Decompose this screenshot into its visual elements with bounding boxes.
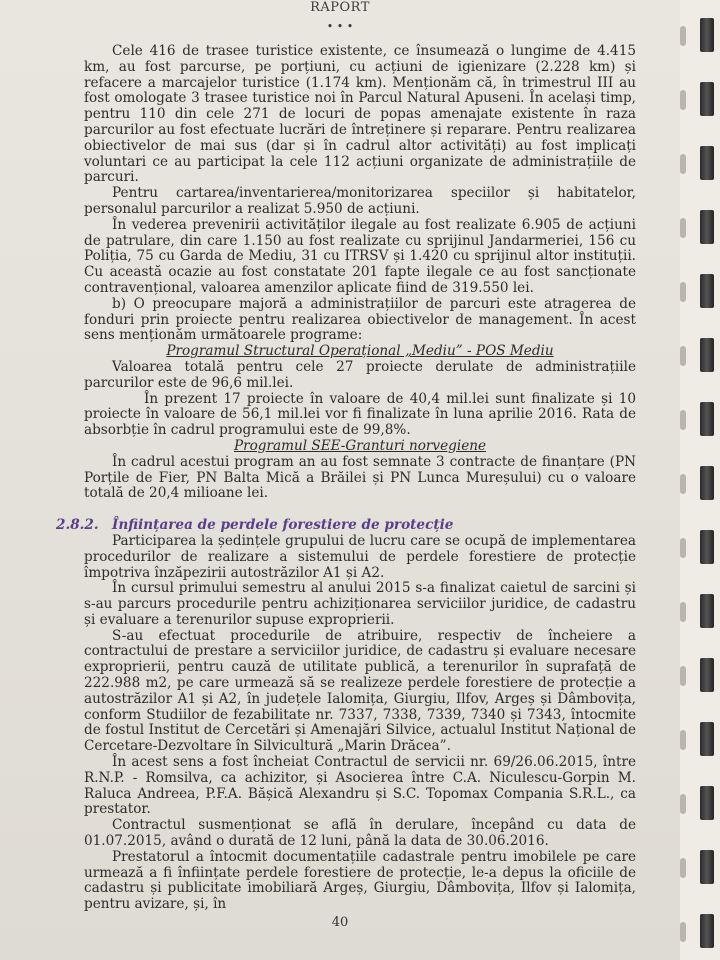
paragraph: Participarea la ședințele grupului de lucru care se ocupă de implementarea procedurilor de realizare a sistemului de perdele forestiere de protecție împotriva înzăpezirii autostrăzilor A1 și A2. (84, 532, 636, 581)
paragraph: Prestatorul a întocmit documentațiile cadastrale pentru imobilele pe care urmează a fi înființate perdele forestiere de protecție, le-a depus la oficiile de cadastru și publicitate imobiliară Argeș, Giurgiu, Dâmbovița, Ilfov și Ialomița, pentru avizare, și, în (84, 848, 636, 913)
header-ornament: • • • (326, 20, 354, 33)
paragraph: În vederea prevenirii activităților ilegale au fost realizate 6.905 de acțiuni de patrulare, din care 1.150 au fost realizate cu sprijinul Jandarmeriei, 156 cu Poliția, 75 cu Garda de Mediu, 31 cu ITRSV și 1.420 cu sprijinul altor instituții. Cu această ocazie au fost constatate 201 fapte ilegale ce au fost sancționate contravențional, valoarea amenzilor aplicate fiind de 319.550 lei. (84, 216, 636, 296)
paragraph: În acest sens a fost încheiat Contractul de servicii nr. 69/26.06.2015, între R.N.P. - Romsilva, ca achizitor, și Asocierea între C.A. Niculescu-Gorpin M. Raluca Andreea, P.F.A. Bășică Alexandru și S.C. Topomax Compania S.R.L., ca prestator. (84, 754, 636, 818)
page-body (56, 43, 636, 913)
section-number: 2.8.2. (56, 517, 99, 534)
section-title: Înființarea de perdele forestiere de protecție (112, 517, 454, 534)
paragraph: În cursul primului semestru al anului 2015 s-a finalizat caietul de sarcini și s-au parcurs procedurile pentru achiziționarea serviciilor juridice, de cadastru și evaluare a terenurilor supuse exproprierii. (84, 580, 636, 628)
spiral-binding (680, 0, 720, 960)
program-heading-pos-mediu: Programul Structural Operațional „Mediu” - POS Mediu (166, 343, 554, 360)
section-heading (56, 518, 636, 534)
paragraph: b) O preocupare majoră a administrațiilor de parcuri este atragerea de fonduri prin proiecte pentru realizarea obiectivelor de management. În acest sens menționăm următoarele programe: (84, 295, 636, 344)
page-number: 40 (331, 915, 349, 930)
paragraph: Cele 416 de trasee turistice existente, ce însumează o lungime de 4.415 km, au fost parcurse, pe porțiuni, cu acțiuni de igienizare (2.228 km) și refacere a marcajelor turistice (1.174 km). Menționăm că, în trimestrul III au fost omologate 3 trasee turistice noi în Parcul Natural Apuseni. În același timp, pentru 110 din cele 271 de locuri de popas amenajate existente în raza parcurilor au fost efectuate lucrări de întreținere și reparare. Pentru realizarea obiectivelor de mai sus (dar și în cadrul altor activități) au fost implicați voluntari ce au participat la cele 112 acțiuni organizate de administrațiile de parcuri. (84, 43, 636, 186)
paragraph: În prezent 17 proiecte în valoare de 40,4 mil.lei sunt finalizate și 10 proiecte în valoare de 56,1 mil.lei vor fi finalizate în luna aprilie 2016. Rata de absorbție în cadrul programului este de 99,8%. (84, 390, 636, 439)
paragraph: Contractul susmenționat se află în derulare, începând cu data de 01.07.2015, având o durată de 12 luni, până la data de 30.06.2016. (84, 817, 636, 850)
page-header-title: RAPORT (310, 0, 370, 15)
program-heading-see-granturi: Programul SEE-Granturi norvegiene (233, 437, 487, 454)
paragraph: În cadrul acestui program an au fost semnate 3 contracte de finanțare (PN Porțile de Fier, PN Balta Mică a Brăilei și PN Lunca Mureșului) cu o valoare totală de 20,4 milioane lei. (84, 453, 636, 502)
paragraph: Pentru cartarea/inventarierea/monitorizarea speciilor și habitatelor, personalul parcurilor a realizat 5.950 de acțiuni. (84, 185, 636, 217)
paragraph: Valoarea totală pentru cele 27 proiecte derulate de administrațiile parcurilor este de 96,6 mil.lei. (84, 358, 636, 391)
paragraph: S-au efectuat procedurile de atribuire, respectiv de încheiere a contractului de prestare a serviciilor juridice, de cadastru și evaluare necesare exproprierii, pentru cauză de utilitate publică, a terenurilor în suprafață de 222.988 m2, pe care urmează să se realizeze perdele forestiere de protecție a autostrăzilor A1 și A2, în județele Ialomița, Giurgiu, Ilfov, Argeș și Dâmbovița, conform Studiilor de fezabilitate nr. 7337, 7338, 7339, 7340 și 7343, întocmite de fostul Institut de Cercetări și Amenajări Silvice, actualul Institut Național de Cercetare-Dezvoltare în Silvicultură „Marin Drăcea”. (84, 627, 636, 755)
